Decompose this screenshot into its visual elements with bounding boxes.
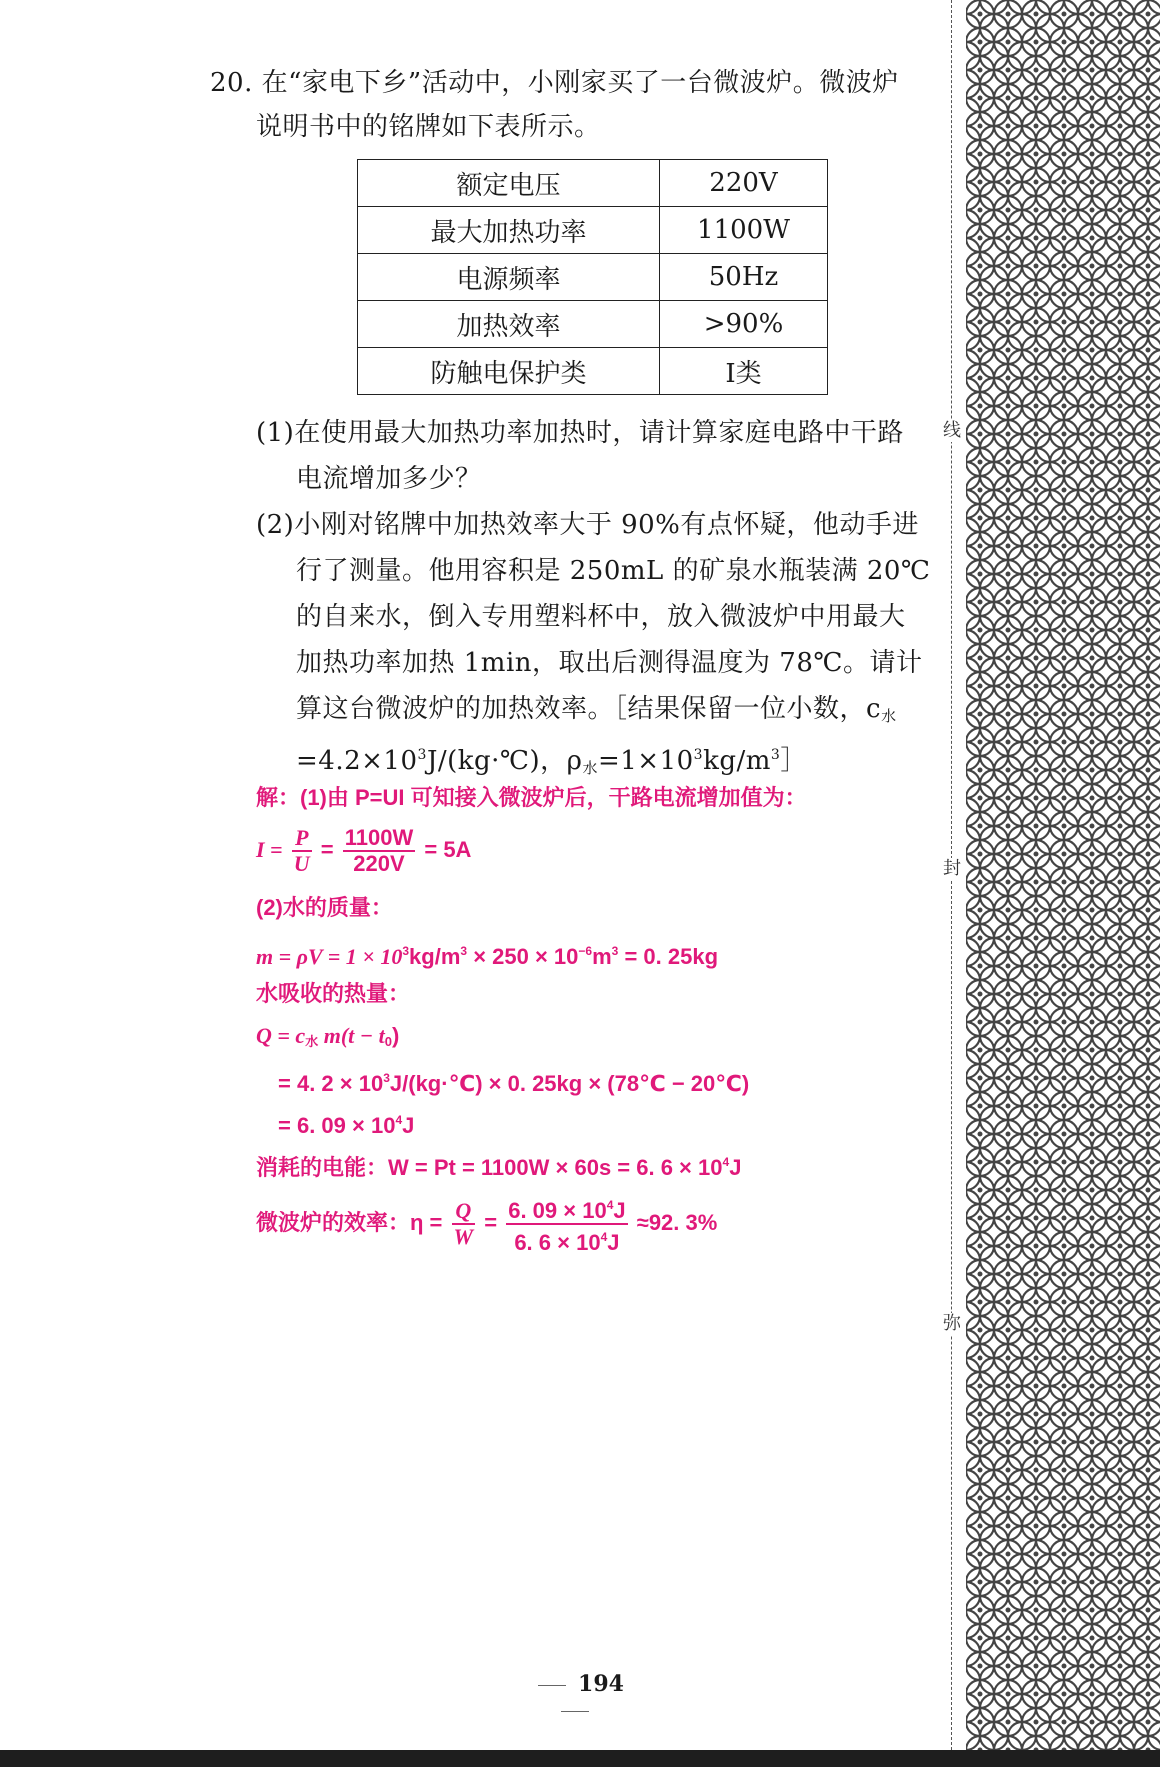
table-cell-label: 加热效率 <box>358 301 660 348</box>
answer-heat-result <box>278 1105 414 1141</box>
table-cell-label: 额定电压 <box>358 160 660 207</box>
table-row <box>358 301 828 348</box>
margin-char-seal: 封 <box>943 858 961 879</box>
formula-text: ］ <box>780 746 807 776</box>
formula-text: m = ρV = 1 × 10 <box>256 944 403 969</box>
formula-text: m(t − t <box>318 1023 385 1048</box>
formula-text: 6. 6 × 10 <box>514 1230 601 1255</box>
subscript: 0 <box>384 1034 392 1049</box>
fraction <box>343 826 416 876</box>
page-number-dash-left <box>538 1685 566 1686</box>
formula-result: = 5A <box>424 836 472 862</box>
formula-text: = 4. 2 × 10 <box>278 1071 384 1096</box>
exponent: 4 <box>600 1230 608 1244</box>
table-cell-value: 50Hz <box>660 254 828 301</box>
formula-text: ) <box>391 1023 400 1048</box>
subscript-water: 水 <box>305 1034 319 1049</box>
formula-text: J/(kg·℃)，ρ <box>426 746 583 776</box>
table-cell-label: 防触电保护类 <box>358 348 660 395</box>
formula-lhs: 微波炉的效率：η = <box>256 1209 443 1235</box>
table-row <box>358 348 828 395</box>
formula-text: J/(kg·℃) × 0. 25kg × (78℃ − 20℃) <box>389 1071 750 1096</box>
formula-text: J <box>729 1155 742 1180</box>
formula-result: ≈92. 3% <box>636 1209 718 1235</box>
margin-char-close: 弥 <box>943 1313 961 1334</box>
fraction-denominator: U <box>293 851 310 876</box>
exponent: 4 <box>395 1113 403 1127</box>
fraction-numerator: 1100W <box>344 825 414 850</box>
subscript-water: 水 <box>881 707 897 725</box>
fraction-denominator: 220V <box>353 851 405 876</box>
answer-heat-calc <box>278 1063 749 1099</box>
formula-text: kg/m <box>409 944 461 969</box>
fraction-numerator: Q <box>452 1199 476 1225</box>
table-cell-value: Ⅰ类 <box>660 348 828 395</box>
page-number-value: 194 <box>578 1671 624 1697</box>
answer-current-formula <box>256 826 471 876</box>
part2-line-1: (2)小刚对铭牌中加热效率大于 90%有点怀疑，他动手进 <box>256 510 919 540</box>
formula-text: J <box>613 1198 626 1223</box>
formula-text: 6. 09 × 10 <box>508 1198 607 1223</box>
table-row <box>358 254 828 301</box>
formula-text: =4.2×10 <box>296 746 418 776</box>
table-cell-label: 电源频率 <box>358 254 660 301</box>
answer-energy-formula <box>256 1147 741 1183</box>
page-number-dash-right <box>561 1711 589 1712</box>
question-intro-line-1: 20. 在“家电下乡”活动中，小刚家买了一台微波炉。微波炉 <box>210 68 899 98</box>
part2-line-5-text: 算这台微波炉的加热效率。［结果保留一位小数，c <box>296 694 882 724</box>
formula-text: =1×10 <box>597 746 694 776</box>
table-cell-label: 最大加热功率 <box>358 207 660 254</box>
formula-text: = 6. 09 × 10 <box>278 1113 396 1138</box>
formula-text: Q = c <box>256 1023 306 1048</box>
equals-sign: = <box>484 1209 498 1235</box>
exponent: 4 <box>606 1198 614 1212</box>
answer-line-3: (2)水的质量： <box>256 895 393 920</box>
page-number <box>505 1671 645 1723</box>
formula-text: J <box>607 1230 620 1255</box>
formula-text: J <box>402 1113 415 1138</box>
formula-text: × 250 × 10 <box>467 944 579 969</box>
margin-char-line: 线 <box>943 420 961 441</box>
exponent: −6 <box>578 944 593 958</box>
formula-text: = 0. 25kg <box>618 944 719 969</box>
answer-mass-formula <box>256 936 718 972</box>
exponent: 3 <box>770 747 781 763</box>
part2-line-6 <box>296 738 807 785</box>
answer-efficiency-formula <box>256 1193 717 1255</box>
exponent: 3 <box>460 944 468 958</box>
table-row <box>358 207 828 254</box>
part2-line-2: 行了测量。他用容积是 250mL 的矿泉水瓶装满 20℃ <box>296 556 931 586</box>
formula-text: kg/m <box>703 746 771 776</box>
formula-lhs: I = <box>256 836 283 862</box>
fraction-numerator <box>506 1193 627 1225</box>
part2-line-5 <box>296 692 897 733</box>
exponent: 3 <box>611 944 619 958</box>
answer-line-5: 水吸收的热量： <box>256 981 411 1006</box>
exponent: 4 <box>722 1155 730 1169</box>
table-row <box>358 160 828 207</box>
nameplate-table <box>357 159 828 395</box>
fraction-numerator: P <box>292 826 312 852</box>
part2-line-4: 加热功率加热 1min，取出后测得温度为 78℃。请计 <box>296 648 923 678</box>
part1-line-2: 电流增加多少？ <box>296 464 482 494</box>
decorative-pattern <box>966 0 1160 1750</box>
subscript-water: 水 <box>582 759 598 777</box>
question-intro-line-2: 说明书中的铭牌如下表所示。 <box>256 112 601 142</box>
fraction <box>292 826 312 876</box>
part1-line-1: (1)在使用最大加热功率加热时，请计算家庭电路中干路 <box>256 418 904 448</box>
exponent: 3 <box>417 747 427 763</box>
exponent: 3 <box>402 944 410 958</box>
exponent: 3 <box>693 747 704 763</box>
equals-sign: = <box>320 836 334 862</box>
answer-heat-formula <box>256 1021 399 1057</box>
exponent: 3 <box>383 1071 390 1085</box>
fraction <box>452 1199 476 1249</box>
fraction-denominator <box>506 1225 627 1255</box>
table-cell-value: 220V <box>660 160 828 207</box>
fraction-denominator: W <box>453 1224 474 1249</box>
table-cell-value: 1100W <box>660 207 828 254</box>
part2-line-3: 的自来水，倒入专用塑料杯中，放入微波炉中用最大 <box>296 602 906 632</box>
answer-line-1: 解：(1)由 P=UI 可知接入微波炉后，干路电流增加值为： <box>256 785 807 810</box>
formula-text: m <box>592 944 612 969</box>
table-cell-value: >90% <box>660 301 828 348</box>
fraction <box>506 1193 627 1255</box>
formula-text: 消耗的电能：W = Pt = 1100W × 60s = 6. 6 × 10 <box>256 1155 723 1180</box>
bottom-edge-bar <box>0 1750 1160 1767</box>
